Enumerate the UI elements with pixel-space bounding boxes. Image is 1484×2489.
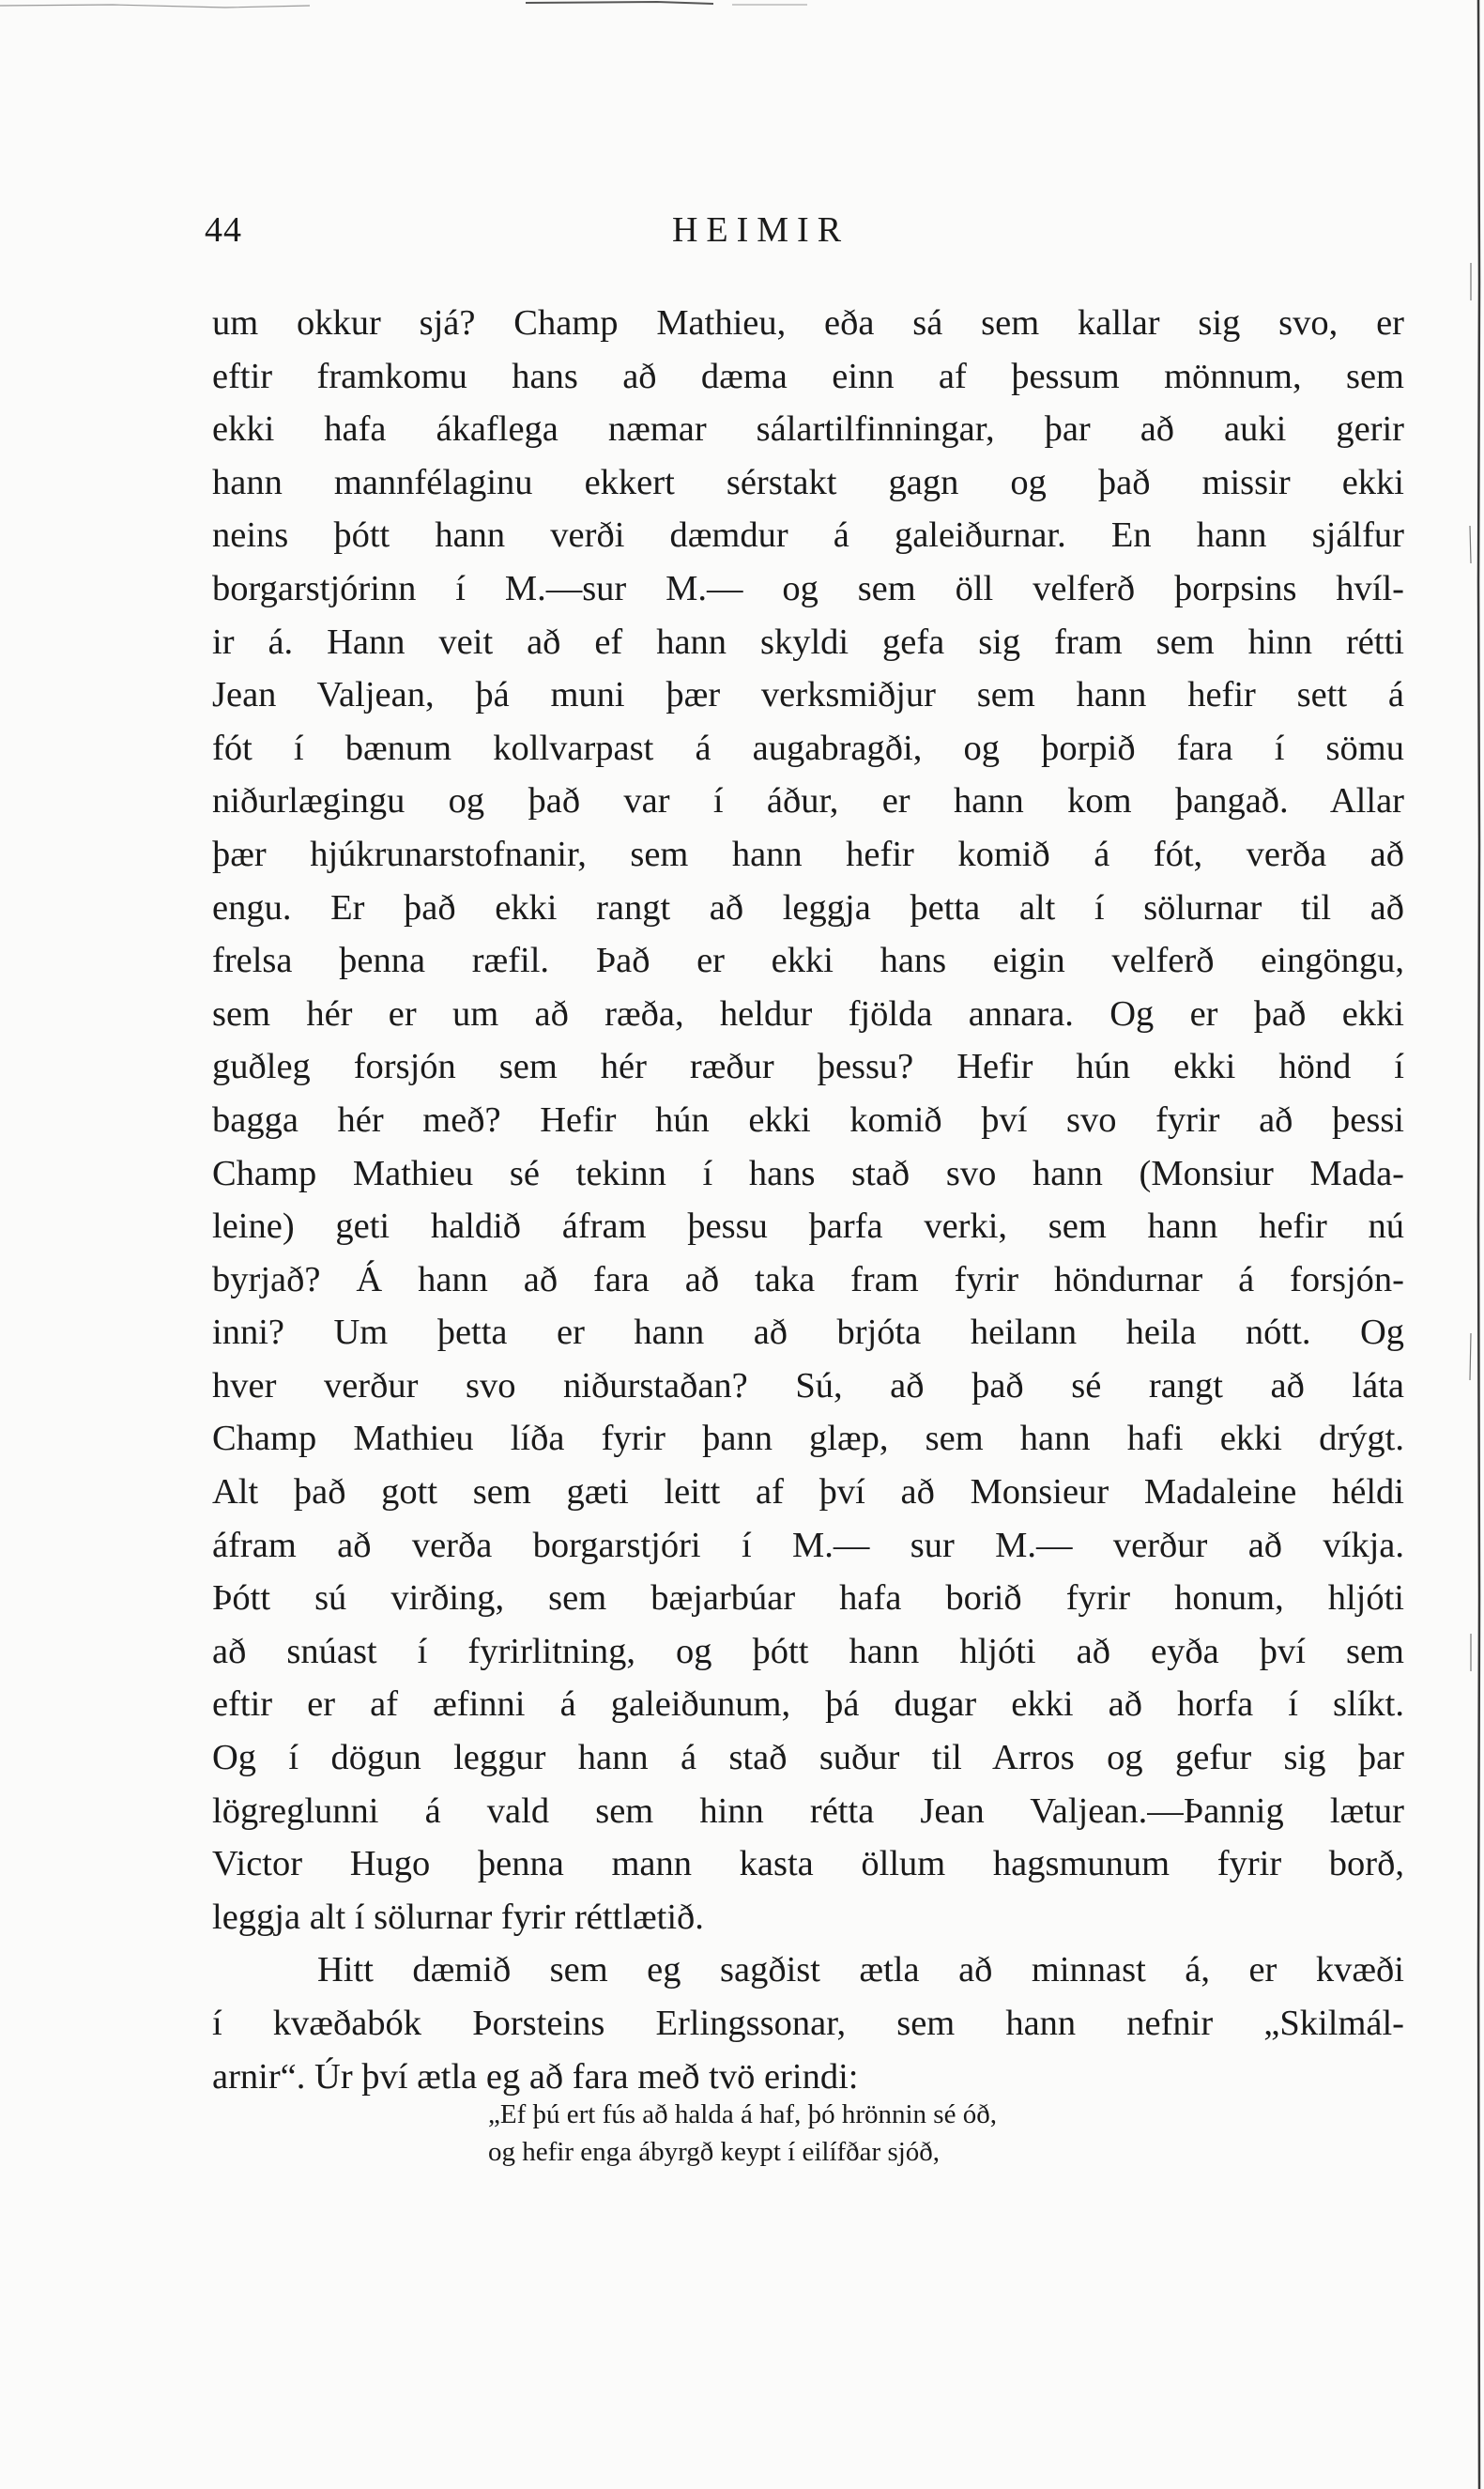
text-line: hann mannfélaginu ekkert sérstakt gagn og það missir ekki xyxy=(212,462,1404,502)
text-line: leggja alt í sölurnar fyrir réttlætið. xyxy=(212,1897,704,1937)
text-line: þær hjúkrunarstofnanir, sem hann hefir komið á fót, verða að xyxy=(212,834,1404,874)
text-line: arnir“. Úr því ætla eg að fara með tvö erindi: xyxy=(212,2056,859,2097)
body-text xyxy=(212,297,1404,2103)
text-line: Þótt sú virðing, sem bæjarbúar hafa borið fyrir honum, hljóti xyxy=(212,1578,1404,1619)
text-line: Og í dögun leggur hann á stað suður til Arros og gefur sig þar xyxy=(212,1738,1404,1778)
text-line: eftir er af æfinni á galeiðunum, þá dugar ekki að horfa í slíkt. xyxy=(212,1684,1404,1725)
text-line: í kvæðabók Þorsteins Erlingssonar, sem hann nefnir „Skilmál- xyxy=(212,2004,1404,2043)
verse-line: og hefir enga ábyrgð keypt í eilífðar sjóð, xyxy=(488,2137,941,2167)
text-line: bagga hér með? Hefir hún ekki komið því svo fyrir að þessi xyxy=(212,1099,1404,1140)
text-line: hver verður svo niðurstaðan? Sú, að það sé rangt að láta xyxy=(212,1365,1404,1406)
text-line: um okkur sjá? Champ Mathieu, eða sá sem kallar sig svo, er xyxy=(212,303,1404,343)
text-line: Alt það gott sem gæti leitt af því að Monsieur Madaleine héldi xyxy=(212,1472,1404,1513)
text-line: Victor Hugo þenna mann kasta öllum hagsmunum fyrir borð, xyxy=(212,1844,1404,1884)
scan-edge-artifact xyxy=(0,0,1484,13)
text-line: niðurlægingu og það var í áður, er hann kom þangað. Allar xyxy=(212,781,1404,822)
text-line: frelsa þenna ræfil. Það er ekki hans eigin velferð eingöngu, xyxy=(212,941,1404,981)
verse-line: „Ef þú ert fús að halda á haf, þó hrönnin sé óð, xyxy=(488,2099,997,2129)
text-line: borgarstjórinn í M.—sur M.— og sem öll velferð þorpsins hvíl- xyxy=(212,568,1404,608)
text-line: ekki hafa ákaflega næmar sálartilfinningar, þar að auki gerir xyxy=(212,409,1404,450)
text-line: sem hér er um að ræða, heldur fjölda annara. Og er það ekki xyxy=(212,993,1404,1034)
verse-quote xyxy=(488,2096,1333,2171)
text-line: Champ Mathieu líða fyrir þann glæp, sem hann hafi ekki drýgt. xyxy=(212,1419,1404,1459)
running-title: HEIMIR xyxy=(671,210,850,250)
text-line: ir á. Hann veit að ef hann skyldi gefa sig fram sem hinn rétti xyxy=(212,622,1404,662)
text-line: fót í bænum kollvarpast á augabragði, og þorpið fara í sömu xyxy=(212,728,1404,768)
text-line: byrjað? Á hann að fara að taka fram fyrir höndurnar á forsjón- xyxy=(212,1259,1404,1299)
text-line: eftir framkomu hans að dæma einn af þessum mönnum, sem xyxy=(212,356,1404,396)
text-line: áfram að verða borgarstjóri í M.— sur M.— verður að víkja. xyxy=(212,1525,1404,1565)
scan-margin-artifact xyxy=(1450,0,1484,2489)
text-line: inni? Um þetta er hann að brjóta heilann heila nótt. Og xyxy=(212,1313,1404,1353)
text-line: lögreglunni á vald sem hinn rétta Jean Valjean.—Þannig lætur xyxy=(212,1790,1404,1831)
text-line: að snúast í fyrirlitning, og þótt hann hljóti að eyða því sem xyxy=(212,1631,1404,1671)
text-line: engu. Er það ekki rangt að leggja þetta alt í sölurnar til að xyxy=(212,887,1404,928)
text-line: Hitt dæmið sem eg sagðist ætla að minnast á, er kvæði xyxy=(317,1950,1404,1990)
text-line: neins þótt hann verði dæmdur á galeiðurnar. En hann sjálfur xyxy=(212,515,1404,556)
text-line: Champ Mathieu sé tekinn í hans stað svo hann (Monsiur Mada- xyxy=(212,1153,1404,1193)
text-line: Jean Valjean, þá muni þær verksmiðjur sem hann hefir sett á xyxy=(212,675,1404,715)
running-head xyxy=(0,202,1484,258)
text-line: leine) geti haldið áfram þessu þarfa verki, sem hann hefir nú xyxy=(212,1206,1404,1247)
text-line: guðleg forsjón sem hér ræður þessu? Hefir hún ekki hönd í xyxy=(212,1047,1404,1087)
page-number: 44 xyxy=(205,210,242,250)
